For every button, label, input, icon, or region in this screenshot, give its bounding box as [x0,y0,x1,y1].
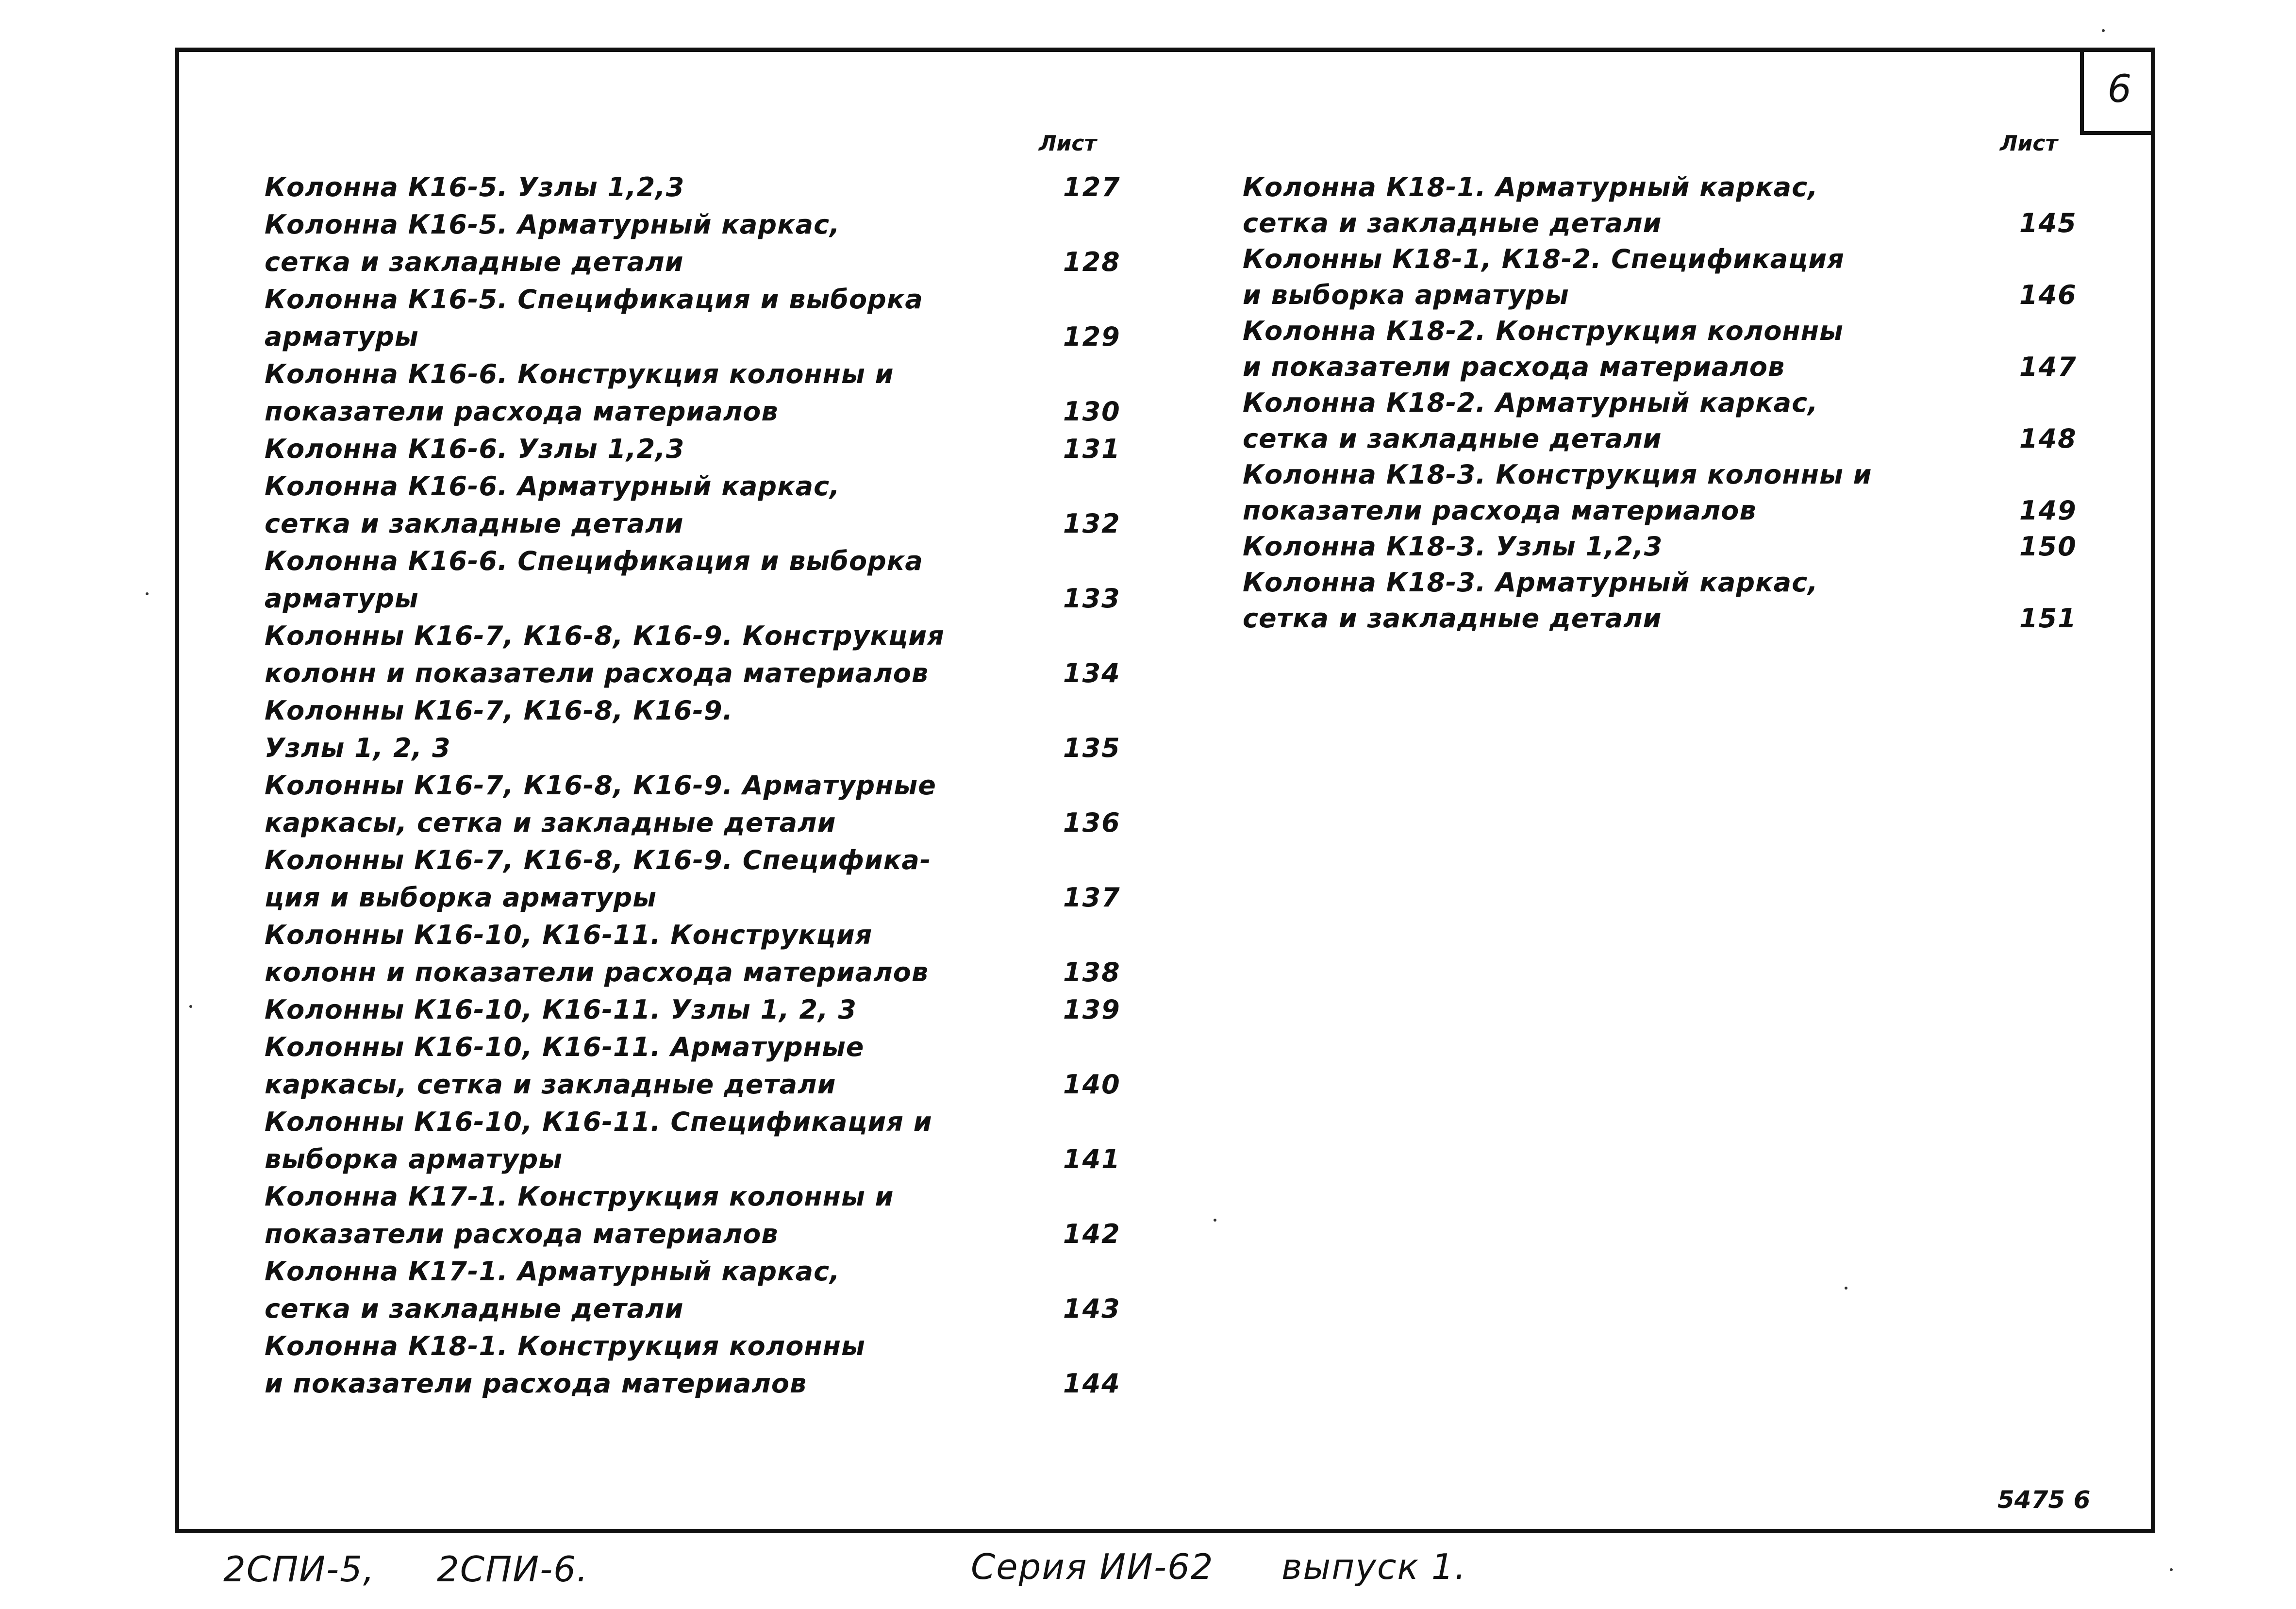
contents-entry-text: и показатели расхода материалов [265,1368,807,1399]
contents-entry-sheet-number: 131 [1063,434,1121,464]
contents-entry-sheet-number: 147 [2019,352,2077,382]
contents-entry-sheet-number: 136 [1063,807,1121,838]
contents-entry-text: арматуры [265,321,419,352]
page-number: 6 [2107,67,2132,111]
scan-speck [1214,1219,1216,1222]
scan-speck [2170,1568,2173,1571]
contents-entry-text: сетка и закладные детали [265,247,684,277]
issue-label: выпуск 1. [1281,1546,1467,1587]
contents-entry-text: сетка и закладные детали [265,508,684,539]
contents-entry-text: Колонна К18-3. Конструкция колонны и [1243,459,1872,490]
contents-entry-text: Узлы 1, 2, 3 [265,733,451,763]
designation-right: 2СПИ-6. [437,1549,589,1590]
contents-entry-text: Колонны К16-10, К16-11. Арматурные [265,1032,865,1062]
contents-entry-text: Колонны К16-7, К16-8, К16-9. Специфика- [265,845,932,875]
contents-entry-sheet-number: 148 [2019,423,2077,454]
contents-entry-sheet-number: 141 [1063,1144,1121,1174]
contents-entry-sheet-number: 146 [2019,280,2077,310]
contents-entry-text: Колонны К16-7, К16-8, К16-9. Конструкция [265,620,945,651]
contents-entry-sheet-number: 137 [1063,882,1121,913]
contents-entry-text: Колонна К16-6. Узлы 1,2,3 [265,434,685,464]
contents-entry-sheet-number: 139 [1063,994,1121,1025]
contents-entry-sheet-number: 142 [1063,1219,1121,1249]
contents-entry-sheet-number: 130 [1063,396,1121,427]
contents-entry-text: Колонны К16-10, К16-11. Узлы 1, 2, 3 [265,994,857,1025]
contents-entry-text: Колонны К18-1, К18-2. Спецификация [1243,244,1845,274]
contents-entry-sheet-number: 133 [1063,583,1121,614]
contents-entry-text: колонн и показатели расхода материалов [265,658,929,688]
contents-entry-text: и выборка арматуры [1243,280,1569,310]
contents-entry-text: Колонна К18-3. Арматурный каркас, [1243,567,1818,598]
contents-entry-text: Колонны К16-10, К16-11. Спецификация и [265,1106,932,1137]
scan-speck [1845,1287,1847,1290]
contents-entry-sheet-number: 135 [1063,733,1121,763]
contents-entry-text: Колонна К17-1. Арматурный каркас, [265,1256,840,1287]
contents-entry-text: ция и выборка арматуры [265,882,657,913]
left-column-header: Лист [1039,131,1097,156]
contents-entry-sheet-number: 149 [2019,495,2077,526]
contents-entry-text: выборка арматуры [265,1144,563,1174]
contents-entry-sheet-number: 127 [1063,172,1121,202]
contents-entry-sheet-number: 132 [1063,508,1121,539]
contents-entry-text: Колонна К18-2. Конструкция колонны [1243,316,1844,346]
contents-entry-sheet-number: 143 [1063,1293,1121,1324]
contents-entry-text: Колонна К18-1. Конструкция колонны [265,1331,865,1361]
contents-entry-text: сетка и закладные детали [1243,208,1662,238]
contents-entry-sheet-number: 144 [1063,1368,1121,1399]
contents-entry-text: Колонна К16-5. Спецификация и выборка [265,284,923,315]
page-number-box [2080,48,2155,135]
contents-entry-text: Колонна К16-6. Арматурный каркас, [265,471,840,502]
contents-entry-text: показатели расхода материалов [265,1219,779,1249]
contents-entry-sheet-number: 128 [1063,247,1121,277]
right-column-header: Лист [2000,131,2058,156]
contents-entry-sheet-number: 150 [2019,531,2077,562]
contents-entry-sheet-number: 129 [1063,321,1121,352]
document-code: 5475 6 [1997,1486,2091,1514]
series-label: Серия ИИ-62 [971,1546,1214,1587]
contents-entry-text: Колонны К16-7, К16-8, К16-9. Арматурные [265,770,936,801]
contents-entry-text: и показатели расхода материалов [1243,352,1785,382]
contents-entry-sheet-number: 151 [2019,603,2077,634]
contents-entry-text: Колонна К16-5. Арматурный каркас, [265,209,840,240]
contents-entry-text: Колонна К16-6. Спецификация и выборка [265,546,923,576]
contents-entry-text: каркасы, сетка и закладные детали [265,807,836,838]
contents-entry-text: Колонна К18-3. Узлы 1,2,3 [1243,531,1663,562]
contents-entry-text: Колонна К16-5. Узлы 1,2,3 [265,172,685,202]
contents-entry-sheet-number: 140 [1063,1069,1121,1100]
contents-entry-text: Колонны К16-10, К16-11. Конструкция [265,920,873,950]
contents-entry-sheet-number: 134 [1063,658,1121,688]
contents-entry-text: Колонна К16-6. Конструкция колонны и [265,359,894,389]
contents-entry-sheet-number: 145 [2019,208,2077,238]
designation-left: 2СПИ-5, [223,1549,375,1590]
scan-speck [2102,29,2105,32]
contents-entry-text: Колонна К18-1. Арматурный каркас, [1243,172,1818,202]
contents-entry-text: сетка и закладные детали [1243,423,1662,454]
scan-speck [146,592,149,595]
contents-entry-text: сетка и закладные детали [1243,603,1662,634]
contents-entry-text: Колонна К17-1. Конструкция колонны и [265,1181,894,1212]
contents-entry-text: каркасы, сетка и закладные детали [265,1069,836,1100]
contents-entry-text: показатели расхода материалов [1243,495,1757,526]
contents-entry-text: показатели расхода материалов [265,396,779,427]
contents-entry-sheet-number: 138 [1063,957,1121,988]
contents-entry-text: Колонна К18-2. Арматурный каркас, [1243,387,1818,418]
contents-entry-text: арматуры [265,583,419,614]
contents-entry-text: сетка и закладные детали [265,1293,684,1324]
contents-entry-text: колонн и показатели расхода материалов [265,957,929,988]
scan-speck [189,1005,192,1008]
contents-entry-text: Колонны К16-7, К16-8, К16-9. [265,695,733,726]
